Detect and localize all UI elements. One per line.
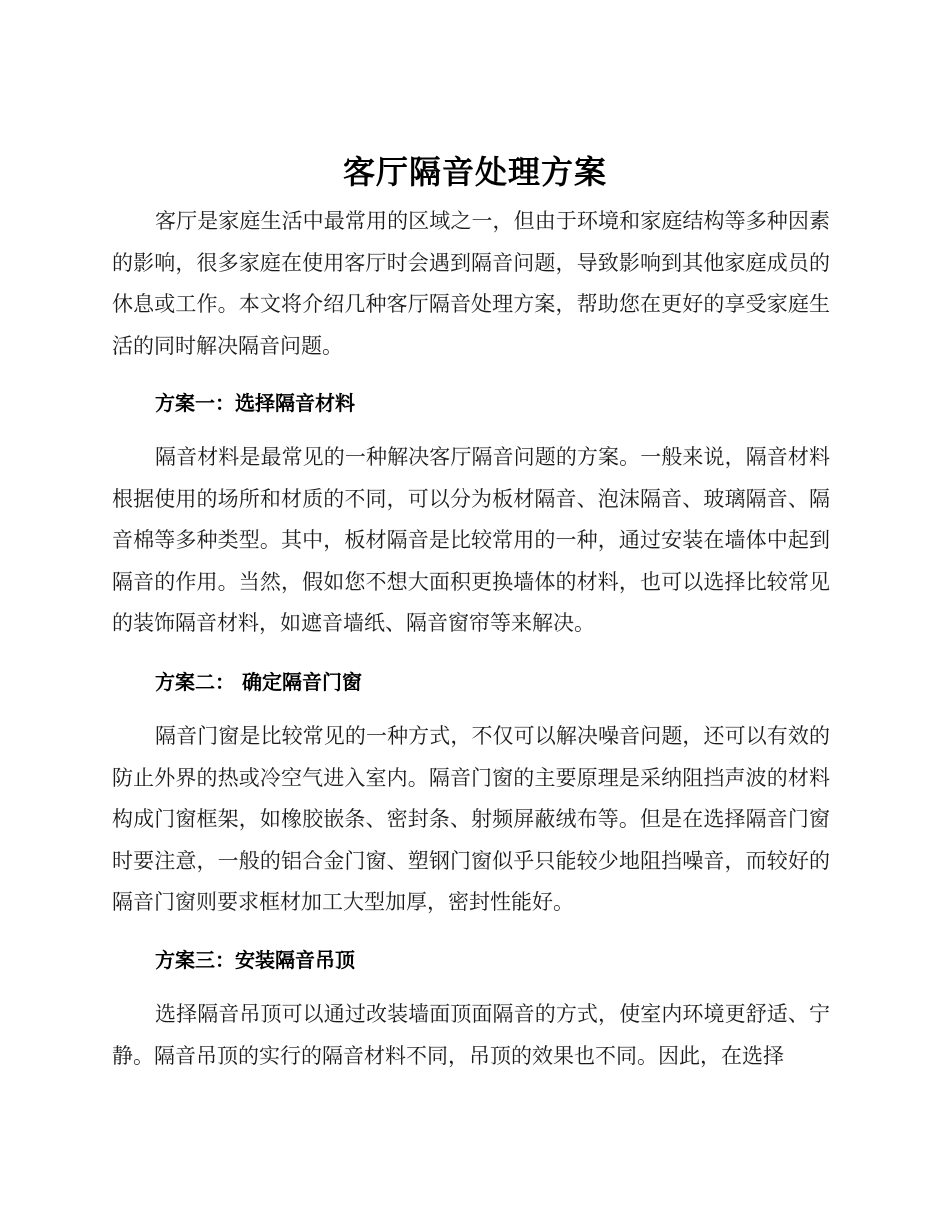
section-1-body: 隔音材料是最常见的一种解决客厅隔音问题的方案。一般来说，隔音材料根据使用的场所和材质的不同，可以分为板材隔音、泡沫隔音、玻璃隔音、隔音棉等多种类型。其中，板材隔音是比较常用的一种，通过安装在墙体中起到隔音的作用。当然，假如您不想大面积更换墙体的材料，也可以选择比较常见的装饰隔音材料，如遮音墙纸、隔音窗帘等来解决。	[112, 445, 830, 635]
section-3-heading: 方案三：安装隔音吊顶	[155, 948, 355, 972]
section-3-body: 选择隔音吊顶可以通过改装墙面顶面隔音的方式，使室内环境更舒适、宁静。隔音吊顶的实行的隔音材料不同，吊顶的效果也不同。因此，在选择	[112, 1002, 830, 1068]
document-title: 客厅隔音处理方案	[342, 153, 607, 191]
intro-paragraph: 客厅是家庭生活中最常用的区域之一，但由于环境和家庭结构等多种因素的影响，很多家庭在使用客厅时会遇到隔音问题，导致影响到其他家庭成员的休息或工作。本文将介绍几种客厅隔音处理方案，帮助您在更好的享受家庭生活的同时解决隔音问题。	[112, 209, 830, 358]
section-2-body: 隔音门窗是比较常见的一种方式，不仅可以解决噪音问题，还可以有效的防止外界的热或冷空气进入室内。隔音门窗的主要原理是采纳阻挡声波的材料构成门窗框架，如橡胶嵌条、密封条、射频屏蔽绒布等。但是在选择隔音门窗时要注意，一般的铝合金门窗、塑钢门窗似乎只能较少地阻挡噪音，而较好的隔音门窗则要求框材加工大型加厚，密封性能好。	[112, 724, 830, 914]
section-2-heading: 方案二： 确定隔音门窗	[155, 670, 362, 694]
section-1-heading: 方案一：选择隔音材料	[155, 391, 355, 415]
